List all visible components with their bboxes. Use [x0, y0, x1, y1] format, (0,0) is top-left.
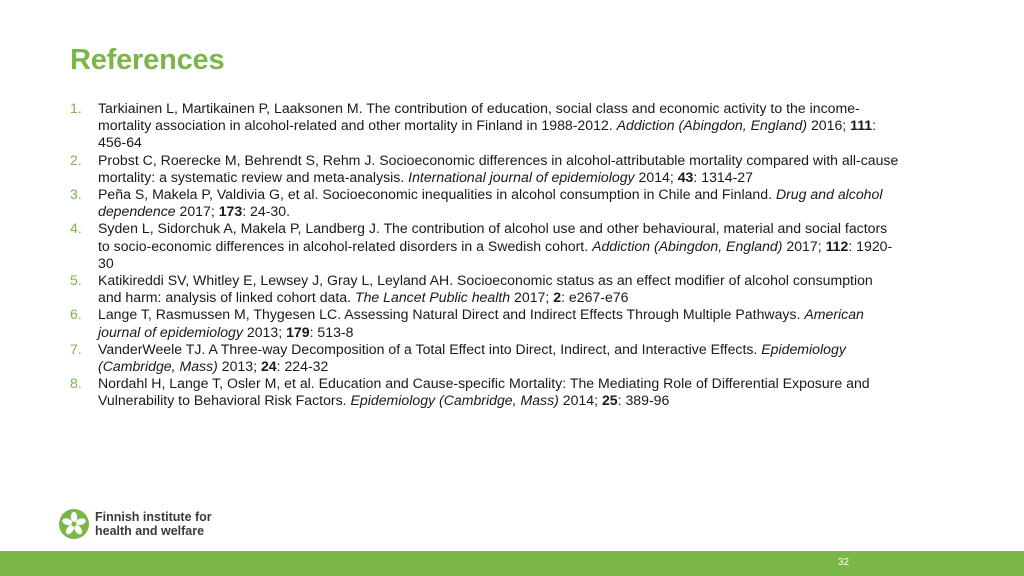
reference-pages: : 513-8 [309, 323, 354, 340]
reference-volume: 43 [677, 168, 694, 185]
logo-text [95, 510, 212, 538]
reference-item [70, 186, 900, 220]
reference-authors-title: Probst C, Roerecke M, Behrendt S, Rehm J. Socioeconomic differences in alcohol-attributable mortality compared with all-cause mortality: a systematic review and meta-analysis. [98, 151, 899, 185]
reference-authors-title: Peña S, Makela P, Valdivia G, et al. Socioeconomic inequalities in alcohol consumption in Chile and Finland. [98, 186, 776, 203]
logo-line-1: Finnish institute for [95, 510, 212, 524]
reference-text [98, 272, 900, 306]
reference-volume: 2 [553, 289, 562, 306]
reference-journal: Drug and alcohol dependence [98, 186, 883, 220]
reference-pages: : 224-32 [276, 358, 329, 375]
reference-pages: : 24-30. [242, 203, 291, 220]
reference-volume: 24 [260, 358, 277, 375]
reference-number: 6. [70, 306, 82, 323]
reference-number: 5. [70, 272, 82, 289]
reference-text [98, 306, 900, 340]
reference-text [98, 375, 900, 409]
reference-text [98, 341, 900, 375]
reference-authors-title: Lange T, Rasmussen M, Thygesen LC. Assessing Natural Direct and Indirect Effects Through Multiple Pathways. [98, 306, 805, 323]
reference-text [98, 152, 900, 186]
reference-item [70, 272, 900, 306]
reference-pages: : 389-96 [617, 392, 670, 409]
logo-line-2: health and welfare [95, 524, 205, 538]
reference-journal: The Lancet Public health [354, 289, 511, 306]
reference-authors-title: Syden L, Sidorchuk A, Makela P, Landberg J. The contribution of alcohol use and other behavioural, material and social factors to socio-economic differences in alcohol-related disorders in a Swedish cohort. [98, 220, 888, 254]
reference-authors-title: VanderWeele TJ. A Three-way Decomposition of a Total Effect into Direct, Indirect, and Interactive Effects. [98, 340, 762, 357]
reference-list [70, 100, 900, 410]
organization-logo [59, 509, 212, 539]
reference-journal: American journal of epidemiology [98, 306, 864, 340]
reference-text [98, 100, 900, 152]
reference-volume: 111 [850, 117, 873, 134]
slide-title: References [70, 44, 225, 76]
reference-volume: 112 [825, 237, 849, 254]
reference-year: 2013; [217, 358, 261, 375]
reference-number: 3. [70, 186, 82, 203]
reference-year: 2017; [782, 237, 826, 254]
reference-year: 2017; [510, 289, 554, 306]
reference-text [98, 186, 900, 220]
reference-authors-title: Katikireddi SV, Whitley E, Lewsey J, Gray L, Leyland AH. Socioeconomic status as an effect modifier of alcohol consumption and harm: analysis of linked cohort data. [98, 272, 873, 306]
reference-pages: : e267-e76 [561, 289, 629, 306]
reference-volume: 173 [218, 203, 243, 220]
reference-item [70, 375, 900, 409]
reference-number: 8. [70, 375, 82, 392]
reference-number: 7. [70, 340, 82, 357]
reference-journal: Epidemiology (Cambridge, Mass) [350, 392, 559, 409]
reference-authors-title: Tarkiainen L, Martikainen P, Laaksonen M. The contribution of education, social class and economic activity to the income-mortality association in alcohol-related and other mortality in Finland in 1988-2012. [98, 100, 860, 134]
reference-pages: : 1314-27 [693, 168, 753, 185]
reference-journal: International journal of epidemiology [408, 168, 635, 185]
reference-year: 2013; [242, 323, 287, 340]
page-number: 32 [838, 557, 850, 568]
reference-year: 2014; [558, 392, 602, 409]
reference-journal: Addiction (Abingdon, England) [592, 237, 783, 254]
reference-journal: Addiction (Abingdon, England) [616, 117, 808, 134]
reference-year: 2016; [807, 117, 851, 134]
reference-item [70, 152, 900, 186]
reference-item [70, 306, 900, 340]
reference-number: 4. [70, 220, 82, 237]
reference-year: 2014; [634, 168, 678, 185]
reference-volume: 25 [601, 392, 618, 409]
reference-year: 2017; [175, 203, 219, 220]
flower-logo-icon [59, 509, 89, 539]
footer-bar [0, 551, 1024, 576]
reference-authors-title: Nordahl H, Lange T, Osler M, et al. Education and Cause-specific Mortality: The Mediating Role of Differential Exposure and Vulnerability to Behavioral Risk Factors. [98, 375, 870, 409]
reference-text [98, 220, 900, 272]
reference-journal: Epidemiology (Cambridge, Mass) [98, 340, 846, 375]
reference-item [70, 341, 900, 375]
reference-number: 1. [70, 100, 82, 116]
reference-volume: 179 [286, 323, 310, 340]
reference-item [70, 220, 900, 272]
reference-pages: : 456-64 [98, 117, 877, 151]
reference-item [70, 100, 900, 152]
reference-number: 2. [70, 151, 82, 168]
reference-pages: : 1920-30 [98, 237, 893, 271]
